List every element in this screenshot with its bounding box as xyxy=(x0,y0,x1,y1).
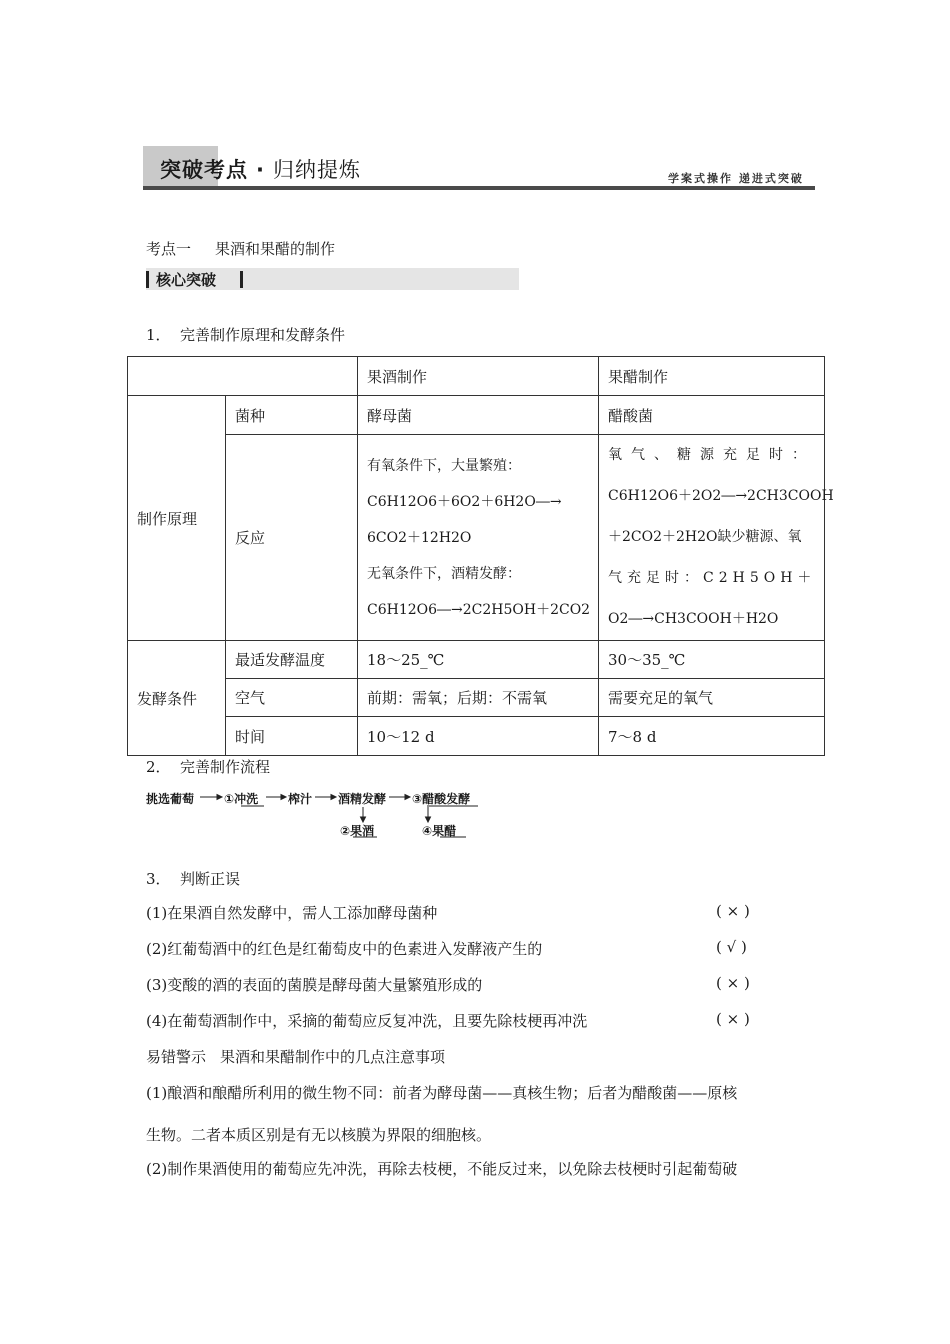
flow-output-wine: ②果酒 xyxy=(340,824,375,838)
table-row-temp xyxy=(128,641,825,679)
cell-time-wine: 10～12 d xyxy=(358,717,599,756)
reaction-vinegar-line: O2―→CH3COOH＋H2O xyxy=(608,611,779,627)
cell-temp-wine: 18～25_℃ xyxy=(358,641,599,679)
col-header-vinegar: 果醋制作 xyxy=(599,357,825,396)
warning-title: 果酒和果醋制作中的几点注意事项 xyxy=(220,1048,446,1066)
table-corner-cell xyxy=(128,357,358,396)
section-2-heading xyxy=(146,756,270,777)
warning-paragraph-1-line-2: 生物。二者本质区别是有无以核膜为界限的细胞核。 xyxy=(146,1126,492,1144)
row-label-time: 时间 xyxy=(226,717,358,756)
warning-paragraph-1-line-1: (1)酿酒和酿醋所利用的微生物不同：前者为酵母菌——真核生物；后者为醋酸菌——原核 xyxy=(146,1084,738,1102)
row-label-temp: 最适发酵温度 xyxy=(226,641,358,679)
judgment-text: (4)在葡萄酒制作中，采摘的葡萄应反复冲洗，且要先除枝梗再冲洗 xyxy=(146,1012,588,1030)
reaction-wine-line: 有氧条件下，大量繁殖： xyxy=(367,457,521,474)
reaction-wine-line: 6CO2＋12H2O xyxy=(367,529,472,546)
judgment-mark: ( × ) xyxy=(716,1010,750,1028)
table-header-row xyxy=(128,357,825,396)
table-row-strain xyxy=(128,396,825,435)
judgment-text: (1)在果酒自然发酵中，需人工添加酵母菌种 xyxy=(146,904,438,922)
topic-name: 果酒和果醋的制作 xyxy=(215,240,336,258)
row-label-strain: 菌种 xyxy=(226,396,358,435)
flow-step-select: 挑选葡萄 xyxy=(146,792,195,806)
flow-step-alcohol-fermentation: 酒精发酵 xyxy=(338,792,387,806)
principle-conditions-table xyxy=(127,356,834,756)
warning-paragraph-2-line-1: (2)制作果酒使用的葡萄应先冲洗，再除去枝梗，不能反过来，以免除去枝梗时引起葡萄破 xyxy=(146,1160,738,1178)
judgment-text: (3)变酸的酒的表面的菌膜是酵母菌大量繁殖形成的 xyxy=(146,976,483,994)
section-3-num: 3． xyxy=(146,870,171,888)
process-flow-diagram xyxy=(146,788,486,842)
banner-title-sub: 归纳提炼 xyxy=(272,158,361,182)
banner-title-bold: 突破考点 xyxy=(160,158,248,182)
banner-rule xyxy=(143,186,815,190)
reaction-vinegar-line: C6H12O6＋2O2―→2CH3COOH xyxy=(608,488,834,504)
section-1-text: 完善制作原理和发酵条件 xyxy=(180,326,346,344)
banner-dot: · xyxy=(256,158,265,182)
cell-reaction-vinegar xyxy=(599,435,834,641)
group-principle: 制作原理 xyxy=(128,396,226,641)
reaction-vinegar-line: 氧气、糖源充足时： xyxy=(608,447,815,463)
section-1-num: 1． xyxy=(146,326,171,344)
reaction-vinegar-line: 气充足时：C2H5OH＋ xyxy=(608,570,817,586)
flow-step-press: 榨汁 xyxy=(288,792,313,806)
row-label-reaction: 反应 xyxy=(226,435,358,641)
section-3-text: 判断正误 xyxy=(180,870,241,888)
banner-tagline: 学案式操作 递进式突破 xyxy=(668,172,804,185)
section-2-text: 完善制作流程 xyxy=(180,758,271,776)
core-bar-left-mark xyxy=(146,271,149,288)
judgment-mark: ( × ) xyxy=(716,902,750,920)
group-condition: 发酵条件 xyxy=(128,641,226,756)
topic-label: 考点一 xyxy=(146,240,192,258)
cell-strain-vinegar: 醋酸菌 xyxy=(599,396,825,435)
reaction-wine-line: C6H12O6＋6O2＋6H2O―→ xyxy=(367,493,562,510)
section-1-heading xyxy=(146,324,345,345)
judgment-text: (2)红葡萄酒中的红色是红葡萄皮中的色素进入发酵液产生的 xyxy=(146,940,543,958)
row-label-air: 空气 xyxy=(226,679,358,717)
cell-air-vinegar: 需要充足的氧气 xyxy=(599,679,825,717)
cell-air-wine: 前期：需氧；后期：不需氧 xyxy=(358,679,599,717)
flow-step-wash: ①冲洗 xyxy=(224,792,259,806)
reaction-wine-line: 无氧条件下，酒精发酵： xyxy=(367,565,521,582)
reaction-wine-line: C6H12O6―→2C2H5OH＋2CO2 xyxy=(367,601,591,618)
core-breakthrough-label: 核心突破 xyxy=(156,271,217,289)
flow-step-acetic-fermentation: ③醋酸发酵 xyxy=(412,792,471,806)
judgment-mark: ( √ ) xyxy=(716,938,747,956)
core-bar-right-mark xyxy=(240,271,243,288)
table-row-time xyxy=(128,717,825,756)
col-header-wine: 果酒制作 xyxy=(358,357,599,396)
cell-reaction-wine xyxy=(358,435,599,641)
section-banner-title xyxy=(160,154,361,184)
flow-output-vinegar: ④果醋 xyxy=(422,824,457,838)
reaction-vinegar-line: ＋2CO2＋2H2O缺少糖源、氧 xyxy=(608,529,802,545)
section-3-heading xyxy=(146,868,240,889)
table-row-reaction xyxy=(128,435,825,641)
cell-time-vinegar: 7～8 d xyxy=(599,717,825,756)
cell-temp-vinegar: 30～35_℃ xyxy=(599,641,825,679)
topic-heading xyxy=(146,238,335,259)
judgment-item xyxy=(146,1010,816,1031)
section-2-num: 2． xyxy=(146,758,171,776)
warning-heading xyxy=(146,1046,445,1067)
judgment-item xyxy=(146,974,816,995)
core-breakthrough-bar xyxy=(146,268,519,290)
judgment-mark: ( × ) xyxy=(716,974,750,992)
warning-label: 易错警示 xyxy=(146,1048,207,1066)
judgment-item xyxy=(146,938,816,959)
cell-strain-wine: 酵母菌 xyxy=(358,396,599,435)
judgment-item xyxy=(146,902,816,923)
table-row-air xyxy=(128,679,825,717)
